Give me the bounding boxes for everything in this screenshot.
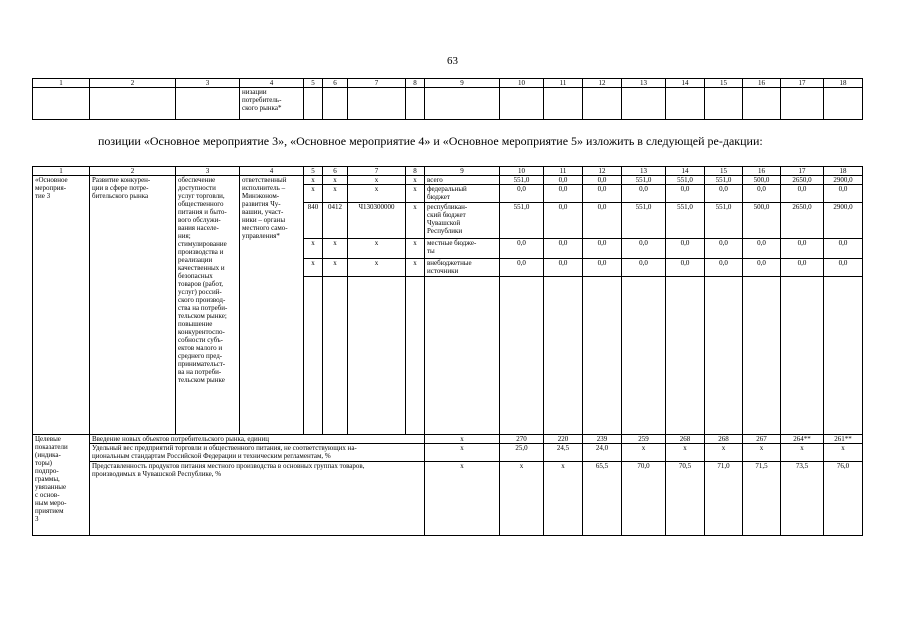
gov-code-cell: x — [304, 259, 323, 277]
value-cell: 264** — [781, 435, 824, 444]
main-table — [32, 166, 863, 536]
value-cell: x — [781, 444, 824, 462]
funding-source: федеральный бюджет — [425, 185, 500, 203]
value-cell: 73,5 — [781, 462, 824, 536]
value-cell: 0,0 — [500, 259, 544, 277]
target-item-cell: x — [348, 176, 406, 185]
column-number: 9 — [425, 79, 500, 88]
value-cell: 0,0 — [666, 259, 705, 277]
column-number: 13 — [622, 79, 666, 88]
value-cell: 70,0 — [622, 462, 666, 536]
value-cell: 0,0 — [781, 259, 824, 277]
column-number: 10 — [500, 79, 544, 88]
value-cell: 551,0 — [666, 203, 705, 239]
gov-code-cell: 840 — [304, 203, 323, 239]
value-cell: x — [824, 444, 863, 462]
section-code-cell: x — [323, 259, 348, 277]
value-cell: 551,0 — [666, 176, 705, 185]
value-cell: 551,0 — [705, 176, 743, 185]
target-item-cell: x — [348, 239, 406, 259]
value-cell: 0,0 — [781, 239, 824, 259]
column-number: 2 — [90, 79, 176, 88]
target-indicator-row — [33, 462, 863, 536]
value-cell: 0,0 — [824, 239, 863, 259]
value-cell: 2900,0 — [824, 176, 863, 185]
value-cell: 268 — [666, 435, 705, 444]
column-number: 7 — [348, 79, 406, 88]
value-cell: 0,0 — [666, 185, 705, 203]
value-cell: 551,0 — [622, 203, 666, 239]
gov-code-cell: x — [304, 185, 323, 203]
gov-code-cell: x — [304, 176, 323, 185]
indicator-name: Представленность продуктов питания местного производства в основных группах товаров, производимых в Чувашской Республике, % — [90, 462, 425, 536]
column-number: 4 — [240, 167, 304, 176]
top-table-header-row — [33, 79, 863, 88]
value-cell: 0,0 — [500, 239, 544, 259]
expense-type-cell: x — [406, 259, 425, 277]
value-cell: 0,0 — [583, 185, 622, 203]
section-code-cell: x — [323, 239, 348, 259]
expense-type-cell: x — [406, 185, 425, 203]
funding-source: местные бюдже- ты — [425, 239, 500, 259]
column-number: 16 — [743, 167, 781, 176]
amendment-text: позиции «Основное мероприятие 3», «Основное мероприятие 4» и «Основное мероприятие 5» изложить в следующей ре-дакции: — [98, 134, 763, 148]
column-number: 10 — [500, 167, 544, 176]
column-number: 5 — [304, 79, 323, 88]
funding-source: республикан- ский бюджет Чувашской Республики — [425, 203, 500, 239]
value-cell: 0,0 — [544, 185, 583, 203]
top-table-continuation-row — [33, 88, 863, 120]
value-cell: 25,0 — [500, 444, 544, 462]
funding-source: всего — [425, 176, 500, 185]
value-cell: 0,0 — [705, 239, 743, 259]
value-cell: 0,0 — [583, 259, 622, 277]
value-cell: 270 — [500, 435, 544, 444]
value-cell: 2900,0 — [824, 203, 863, 239]
value-cell: 2650,0 — [781, 176, 824, 185]
column-number: 18 — [824, 167, 863, 176]
value-cell: 71,0 — [705, 462, 743, 536]
value-cell: x — [705, 444, 743, 462]
top-table — [32, 78, 863, 120]
indicator-name: Удельный вес предприятий торговли и общественного питания, не соответствующих на- циональным стандартам Российской Федерации и техническим регламентам, % — [90, 444, 425, 462]
value-cell: 0,0 — [544, 176, 583, 185]
main-table-header-row — [33, 167, 863, 176]
value-cell: 65,5 — [583, 462, 622, 536]
indicator-name: Введение новых объектов потребительского рынка, единиц — [90, 435, 425, 444]
column-number: 6 — [323, 167, 348, 176]
measure-executor: ответственный исполнитель – Минэконом- развития Чу- вашии, участ- ники – органы местного само- управления* — [240, 176, 304, 435]
value-cell: 0,0 — [622, 185, 666, 203]
column-number: 11 — [544, 167, 583, 176]
value-cell: 71,5 — [743, 462, 781, 536]
section-code-cell: x — [323, 176, 348, 185]
section-code-cell: 0412 — [323, 203, 348, 239]
funding-source: внебюджетные источники — [425, 259, 500, 277]
value-cell: 0,0 — [705, 259, 743, 277]
target-item-cell: Ч130300000 — [348, 203, 406, 239]
page-number: 63 — [447, 55, 458, 67]
value-cell: 500,0 — [743, 203, 781, 239]
value-cell: 0,0 — [583, 176, 622, 185]
column-number: 4 — [240, 79, 304, 88]
column-number: 1 — [33, 167, 90, 176]
executor-continuation: низации потребитель- ского рынка* — [240, 88, 304, 120]
value-cell: 267 — [743, 435, 781, 444]
column-number: 7 — [348, 167, 406, 176]
value-cell: 70,5 — [666, 462, 705, 536]
column-number: 17 — [781, 79, 824, 88]
value-cell: 0,0 — [622, 239, 666, 259]
column-number: 8 — [406, 167, 425, 176]
value-cell: x — [743, 444, 781, 462]
target-item-cell: x — [348, 259, 406, 277]
column-number: 12 — [583, 167, 622, 176]
measure-title: Развитие конкурен- ции в сфере потре- бительского рынка — [90, 176, 176, 435]
column-number: 18 — [824, 79, 863, 88]
value-cell: 551,0 — [500, 176, 544, 185]
indicator-x-cell: x — [425, 435, 500, 444]
target-item-cell: x — [348, 185, 406, 203]
indicator-x-cell: x — [425, 444, 500, 462]
column-number: 1 — [33, 79, 90, 88]
value-cell: 0,0 — [743, 259, 781, 277]
target-indicators-label: Целевые показатели (индика- торы) подпро- граммы, увязанные с основ- ным меро- приятием 3 — [33, 435, 90, 536]
value-cell: 0,0 — [824, 185, 863, 203]
measure-name: «Основное мероприя- тие 3 — [33, 176, 90, 435]
value-cell: x — [622, 444, 666, 462]
expense-type-cell: x — [406, 239, 425, 259]
value-cell: 0,0 — [583, 239, 622, 259]
value-cell: 0,0 — [544, 203, 583, 239]
value-cell: 0,0 — [544, 239, 583, 259]
value-cell: 0,0 — [500, 185, 544, 203]
column-number: 15 — [705, 167, 743, 176]
value-cell: 2650,0 — [781, 203, 824, 239]
column-number: 6 — [323, 79, 348, 88]
value-cell: 239 — [583, 435, 622, 444]
column-number: 8 — [406, 79, 425, 88]
value-cell: 76,0 — [824, 462, 863, 536]
expense-type-cell: x — [406, 176, 425, 185]
value-cell: 0,0 — [705, 185, 743, 203]
value-cell: 0,0 — [743, 239, 781, 259]
value-cell: 551,0 — [705, 203, 743, 239]
value-cell: 24,5 — [544, 444, 583, 462]
value-cell: 259 — [622, 435, 666, 444]
value-cell: 0,0 — [622, 259, 666, 277]
funding-row-total — [33, 176, 863, 185]
value-cell: 0,0 — [781, 185, 824, 203]
value-cell: 551,0 — [500, 203, 544, 239]
value-cell: 551,0 — [622, 176, 666, 185]
value-cell: 0,0 — [666, 239, 705, 259]
section-code-cell: x — [323, 185, 348, 203]
column-number: 9 — [425, 167, 500, 176]
gov-code-cell: x — [304, 239, 323, 259]
value-cell: 268 — [705, 435, 743, 444]
indicator-x-cell: x — [425, 462, 500, 536]
column-number: 17 — [781, 167, 824, 176]
value-cell: 0,0 — [544, 259, 583, 277]
column-number: 3 — [176, 167, 240, 176]
value-cell: x — [544, 462, 583, 536]
target-indicator-row — [33, 444, 863, 462]
value-cell: 24,0 — [583, 444, 622, 462]
value-cell: 0,0 — [743, 185, 781, 203]
column-number: 3 — [176, 79, 240, 88]
value-cell: 220 — [544, 435, 583, 444]
value-cell: 0,0 — [583, 203, 622, 239]
column-number: 14 — [666, 79, 705, 88]
value-cell: 261** — [824, 435, 863, 444]
column-number: 12 — [583, 79, 622, 88]
value-cell: 500,0 — [743, 176, 781, 185]
column-number: 13 — [622, 167, 666, 176]
expense-type-cell: x — [406, 203, 425, 239]
column-number: 16 — [743, 79, 781, 88]
value-cell: x — [500, 462, 544, 536]
column-number: 14 — [666, 167, 705, 176]
column-number: 2 — [90, 167, 176, 176]
target-indicator-row — [33, 435, 863, 444]
value-cell: 0,0 — [824, 259, 863, 277]
value-cell: x — [666, 444, 705, 462]
measure-goals: обеспечение доступности услуг торговли, общественного питания и быто- вого обслужи- вания населе- ния; стимулирование производства и реализации качественных и безопасных товаров (работ, услуг) россий- ского производ- ства на потреби- тельском рынке; повышение конкурентоспо- собности субъ- ектов малого и среднего пред- принимательст- ва на потреби- тельском рынке — [176, 176, 240, 435]
column-number: 11 — [544, 79, 583, 88]
column-number: 15 — [705, 79, 743, 88]
column-number: 5 — [304, 167, 323, 176]
